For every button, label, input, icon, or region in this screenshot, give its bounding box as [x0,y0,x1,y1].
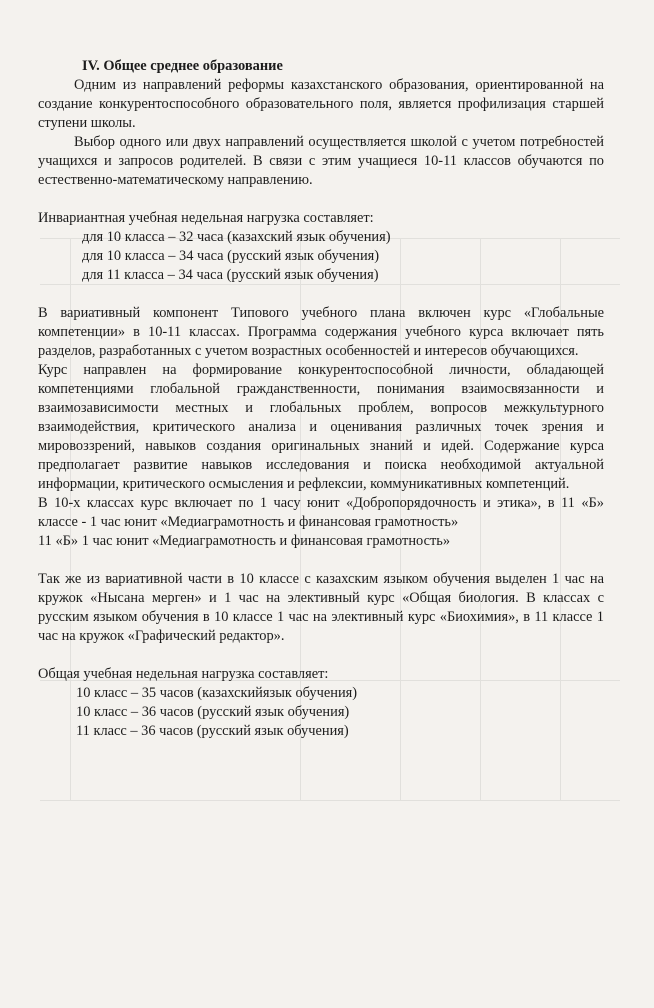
text-line: классе - 1 час юнит «Медиаграмотность и финансовая грамотность» [38,514,459,530]
text-line: информации, критического осмысления и рефлексии, коммуникативных компетенций. [38,476,570,492]
text-line: мировоззрений, навыков создания оригинальных знаний и идей. Содержание курса [38,438,604,454]
text-line: взаимозависимости местных и глобальных проблем, вопросов межкультурного [38,400,604,416]
paragraph-units [38,494,604,551]
text-line: предполагает развитие навыков исследования и поиска необходимой актуальной [38,457,604,473]
text-line: Так же из вариативной части в 10 классе с казахским языком обучения выделен 1 час на [38,571,604,587]
list-item: 11 класс – 36 часов (русский язык обучения) [76,723,349,739]
text-line: В 10-х классах курс включает по 1 часу юнит «Добропорядочность и этика», в 11 «Б» [38,495,604,511]
total-title: Общая учебная недельная нагрузка составляет: [38,666,329,682]
paragraph-reform [38,76,604,133]
list-item: для 10 класса – 32 часа (казахский язык обучения) [82,229,391,245]
text-line: русским языком обучения в 10 классе 1 час на элективный курс «Биохимия», в 11 классе 1 [38,609,604,625]
text-line: Одним из направлений реформы казахстанского образования, ориентированной на [74,77,604,93]
paragraph-variative [38,304,604,361]
list-item: для 10 класса – 34 часа (русский язык обучения) [82,248,380,264]
text-line: час на кружок «Графический редактор». [38,628,285,644]
invariant-title: Инвариантная учебная недельная нагрузка составляет: [38,210,374,226]
invariant-list [38,228,604,285]
paragraph-electives [38,570,604,646]
text-line: разделов, разработанных с учетом возрастных особенностей и интересов обучающихся. [38,343,579,359]
text-line: взаимодействия, критического анализа и оценивания различных точек зрения и [38,419,604,435]
section-title: IV. Общее среднее образование [82,58,283,74]
text-line: ступени школы. [38,115,136,131]
text-line: Курс направлен на формирование конкурентоспособной личности, обладающей [38,362,604,378]
text-line: учащихся и запросов родителей. В связи с этим учащиеся 10-11 классов обучаются по [38,153,604,169]
list-item: 10 класс – 36 часов (русский язык обучения) [76,704,350,720]
text-line: Выбор одного или двух направлений осуществляется школой с учетом потребностей [74,134,604,150]
list-item: 10 класс – 35 часов (казахскийязык обучения) [76,685,358,701]
document-body [38,57,604,741]
text-line: естественно-математическому направлению. [38,172,313,188]
text-line: создание конкурентоспособного образовательного поля, является профилизация старшей [38,96,604,112]
list-item: для 11 класса – 34 часа (русский язык обучения) [82,267,379,283]
text-line: компетенции» в 10-11 классах. Программа содержания учебного курса включает пять [38,324,604,340]
paragraph-direction [38,133,604,190]
text-line: компетенциями глобальной гражданственности, понимания взаимосвязанности и [38,381,604,397]
paragraph-course [38,361,604,494]
total-list [38,684,604,741]
text-line: 11 «Б» 1 час юнит «Медиаграмотность и финансовая грамотность» [38,533,451,549]
text-line: кружок «Нысана мерген» и 1 час на элективный курс «Общая биология. В классах с [38,590,604,606]
text-line: В вариативный компонент Типового учебного плана включен курс «Глобальные [38,305,604,321]
